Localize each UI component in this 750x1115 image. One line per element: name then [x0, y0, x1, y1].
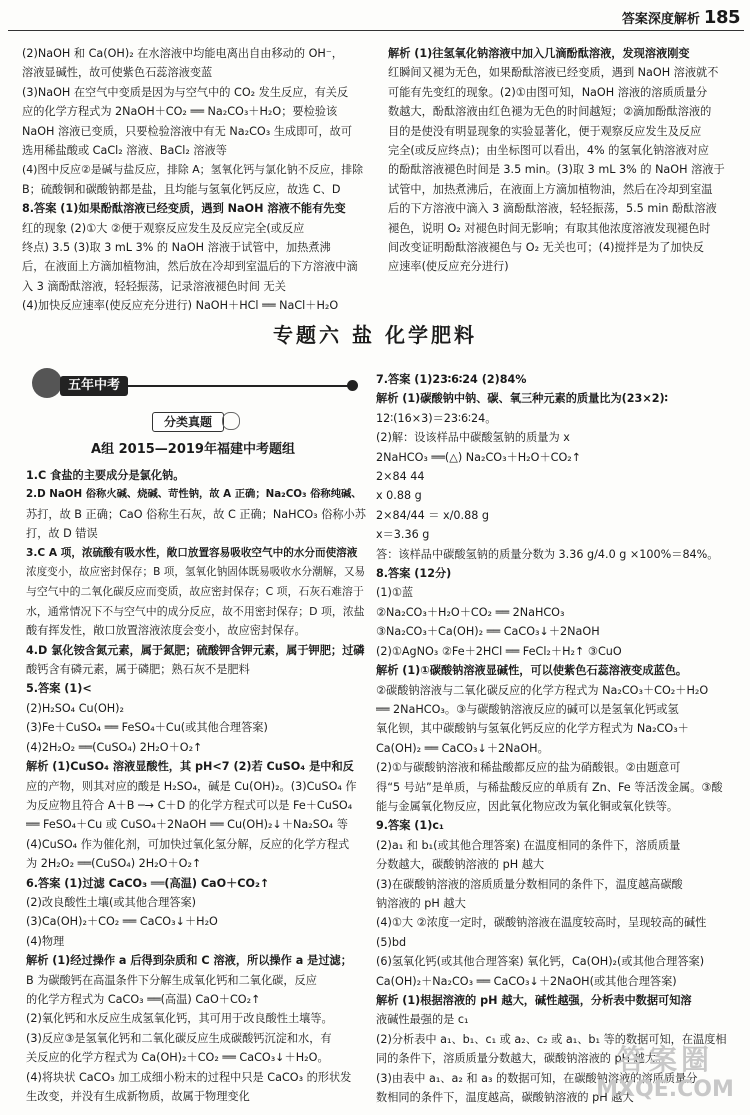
right-col-line: 解析 (1)①碳酸钠溶液显碱性，可以使紫色石蕊溶液变成蓝色。	[376, 664, 688, 678]
left-col-line: 浓度变小，故应密封保存；B 项，氢氧化钠固体既易吸收水分潮解，又易	[26, 566, 366, 579]
left-col-line: 解析 (1)经过操作 a 后得到杂质和 C 溶液，所以操作 a 是过滤；	[26, 954, 352, 968]
left-col-line: 为反应物且符合 A＋B ─→ C＋D 的化学方程式可以是 Fe＋CuSO₄	[26, 798, 353, 812]
right-col-line: 分数越大，碳酸钠溶液的 pH 越大	[376, 858, 545, 872]
right-col-line: ══ 2NaHCO₃。③与碳酸钠溶液反应的碱可以是氢氧化钙或氢	[376, 702, 679, 716]
right-col-line: 9.答案 (1)c₁	[376, 819, 444, 833]
left-col-line: 5.答案 (1)<	[26, 682, 92, 696]
page-header	[622, 8, 740, 29]
left-answer-column	[26, 466, 366, 1106]
watermark-logo: 答案圈	[616, 1043, 713, 1076]
right-col-line: 7.答案 (1)23∶6∶24 (2)84%	[376, 373, 527, 386]
right-col-line: Ca(OH)₂ ══ CaCO₃↓＋2NaOH。	[376, 741, 549, 755]
right-col-line: 钠溶液的 pH 越大	[376, 896, 466, 910]
right-col-line: 得“5 号站”是单质，与稀盐酸反应的单质有 Zn、Fe 等活泼金属。③酸	[376, 780, 723, 794]
top-right-line: 试管中，加热煮沸后，在液面上方滴加植物油，然后在冷却到室温	[388, 182, 713, 196]
top-left-line: B；硫酸铜和碳酸钠都是盐，且均能与氢氧化钙反应，故选 C、D	[22, 182, 341, 196]
right-col-line: Ca(OH)₂＋Na₂CO₃ ══ CaCO₃↓＋2NaOH(或其他合理答案)	[376, 974, 677, 988]
right-col-line: (3)由表中 a₁、a₂ 和 a₃ 的数据可知，在碳酸钠溶液的溶质质量分	[376, 1071, 698, 1085]
right-col-line: 12∶(16×3)＝23∶6∶24。	[376, 411, 497, 425]
top-left-line: (2)NaOH 和 Ca(OH)₂ 在水溶液中均能电离出自由移动的 OH⁻，	[22, 47, 343, 60]
right-col-line: (1)①蓝	[376, 586, 414, 600]
top-right-line: 间改变证明酚酞溶液褪色与 O₂ 无关也可；(4)搅拌是为了加快反	[388, 241, 704, 255]
top-left-line: 溶液显碱性，故可使紫色石蕊溶液变蓝	[22, 66, 213, 80]
left-col-line: 酸钙含有磷元素，属于磷肥；熟石灰不是肥料	[26, 663, 250, 677]
watermark	[590, 1045, 740, 1107]
top-right-line: 褪色，说明 O₂ 对褪色时间无影响；有取其他浓度溶液发现褪色时	[388, 221, 711, 235]
top-left-line: NaOH 溶液已变质，只要检验溶液中有无 Na₂CO₃ 生成即可，故可	[22, 124, 353, 138]
left-col-line: 4.D 氯化铵含氮元素，属于氮肥；硫酸钾含钾元素，属于钾肥；过磷	[26, 643, 365, 657]
left-col-line: (4)CuSO₄ 作为催化剂，可加快过氧化氢分解，反应的化学方程式	[26, 837, 350, 851]
right-col-line: (3)在碳酸钠溶液的溶质质量分数相同的条件下，温度越高碳酸	[376, 877, 683, 891]
right-col-line: ②碳酸钠溶液与二氧化碳反应的化学方程式为 Na₂CO₃＋CO₂＋H₂O	[376, 683, 709, 697]
banner-dot-icon	[347, 380, 358, 391]
left-col-line: (2)改良酸性土壤(或其他合理答案)	[26, 895, 197, 909]
right-col-line: 2×84/44 ＝ x/0.88 g	[376, 508, 489, 522]
top-left-line: (4)加快反应速率(使反应充分进行) NaOH＋HCl ══ NaCl＋H₂O	[22, 299, 339, 313]
right-answer-column	[376, 370, 738, 1106]
mascot-small-icon	[222, 412, 240, 430]
right-col-line: 液碱性最强的是 c₁	[376, 1013, 469, 1027]
left-col-line: 2.D NaOH 俗称火碱、烧碱、苛性钠，故 A 正确；Na₂CO₃ 俗称纯碱、	[26, 488, 362, 501]
right-col-line: ②Na₂CO₃＋H₂O＋CO₂ ══ 2NaHCO₃	[376, 605, 565, 619]
right-col-line: 2×84 44	[376, 470, 425, 484]
left-col-line: (3)反应③是氢氧化钙和二氧化碳反应生成碳酸钙沉淀和水，有	[26, 1031, 332, 1045]
left-col-line: 为 2H₂O₂ ══(CuSO₄) 2H₂O＋O₂↑	[26, 857, 202, 871]
right-col-line: 8.答案 (12分)	[376, 567, 452, 581]
top-right-line: 后的下方溶液中滴入 3 滴酚酞溶液，轻轻振荡，5.5 min 酚酞溶液	[388, 202, 717, 216]
top-right-line: 目的是使没有明显现象的实验显著化，便于观察反应发生及反应	[388, 124, 702, 138]
banner-rule	[126, 385, 348, 387]
right-col-line: 同的条件下，溶质质量分数越大，碳酸钠溶液的 pH 越大。	[376, 1052, 668, 1066]
top-right-line: 完全(或反应终点)；由坐标图可以看出，4% 的氢氧化钠溶液对应	[388, 144, 709, 158]
right-col-line: 氧化钡，其中碳酸钠与氢氧化钙反应的化学方程式为 Na₂CO₃＋	[376, 722, 689, 736]
mascot-icon	[32, 368, 62, 398]
right-col-line: 答：该样品中碳酸氢钠的质量分数为 3.36 g/4.0 g ×100%＝84%。	[376, 547, 719, 561]
left-col-line: 应的产物，则其对应的酸是 H₂SO₄，碱是 Cu(OH)₂。(3)CuSO₄ 作	[26, 779, 357, 793]
right-col-line: ③Na₂CO₃＋Ca(OH)₂ ══ CaCO₃↓＋2NaOH	[376, 625, 600, 639]
left-col-line: (3)Fe＋CuSO₄ ══ FeSO₄＋Cu(或其他合理答案)	[26, 721, 268, 735]
right-col-line: 解析 (1)碳酸钠中钠、碳、氧三种元素的质量比为(23×2)∶	[376, 392, 668, 406]
left-col-line: 解析 (1)CuSO₄ 溶液显酸性，其 pH<7 (2)若 CuSO₄ 是中和反	[26, 760, 354, 774]
top-left-line: (3)NaOH 在空气中变质是因为与空气中的 CO₂ 发生反应，有关反	[22, 85, 349, 99]
top-right-column	[388, 44, 738, 324]
top-left-line: 入 3 滴酚酞溶液，轻轻振荡，记录溶液褪色时间 无关	[22, 279, 286, 293]
header-label: 答案深度解析	[621, 12, 700, 27]
top-right-line: 应速率(使反应充分进行)	[388, 260, 509, 274]
left-col-line: 水，通常情况下不与空气中的成分反应，故不用密封保存；D 项，浓盐	[26, 604, 365, 618]
left-col-line: B 为碳酸钙在高温条件下分解生成氧化钙和二氧化碳，反应	[26, 973, 317, 987]
group-title: A组 2015—2019年福建中考题组	[91, 442, 295, 457]
left-col-line: 打，故 D 错误	[26, 527, 98, 541]
right-col-line: (2)解：设该样品中碳酸氢钠的质量为 x	[376, 431, 570, 445]
right-col-line: (2)a₁ 和 b₁(或其他合理答案) 在温度相同的条件下，溶质质量	[376, 838, 681, 852]
right-col-line: (5)bd	[376, 935, 407, 949]
left-col-line: 苏打，故 B 正确；CaO 俗称生石灰，故 C 正确；NaHCO₃ 俗称小苏	[26, 507, 366, 521]
left-col-line: 的化学方程式为 CaCO₃ ══(高温) CaO＋CO₂↑	[26, 992, 261, 1006]
top-left-line: 红的现象 (2)①大 ②便于观察反应发生及反应完全(或反应	[22, 221, 305, 235]
top-left-line: 应的化学方程式为 2NaOH＋CO₂ ══ Na₂CO₃＋H₂O；要检验该	[22, 105, 338, 119]
left-col-line: (2)H₂SO₄ Cu(OH)₂	[26, 701, 125, 715]
right-col-line: x＝3.36 g	[376, 528, 430, 542]
left-col-line: (4)2H₂O₂ ══(CuSO₄) 2H₂O＋O₂↑	[26, 740, 203, 754]
top-right-line: 可能有先变红的现象。(2)①由图可知，NaOH 溶液的溶质质量分	[388, 85, 708, 99]
right-col-line: 数相同的条件下，温度越高，碳酸钠溶液的 pH 越大	[376, 1091, 634, 1105]
left-col-line: (2)氧化钙和水反应生成氢氧化钙，其可用于改良酸性土壤等。	[26, 1012, 333, 1026]
right-col-line: 2NaHCO₃ ══(△) Na₂CO₃＋H₂O＋CO₂↑	[376, 450, 582, 464]
category-tag: 分类真题	[152, 412, 224, 432]
left-col-line: 6.答案 (1)过滤 CaCO₃ ══(高温) CaO＋CO₂↑	[26, 876, 270, 890]
right-col-line: (4)①大 ②浓度一定时，碳酸钠溶液在温度较高时，呈现较高的碱性	[376, 916, 707, 930]
right-col-line: x 0.88 g	[376, 489, 422, 503]
right-col-line: (2)①与碳酸钠溶液和稀盐酸都反应的盐为硝酸银。②由题意可	[376, 761, 681, 775]
banner-label: 五年中考	[60, 376, 128, 396]
top-left-line: 8.答案 (1)如果酚酞溶液已经变质，遇到 NaOH 溶液不能有先变	[22, 202, 346, 216]
top-left-line: 后，在液面上方滴加植物油，然后放在冷却到室温后的下方溶液中滴	[22, 260, 358, 274]
left-col-line: 1.C 食盐的主要成分是氯化钠。	[26, 469, 185, 482]
left-col-line: (3)Ca(OH)₂＋CO₂ ══ CaCO₃↓＋H₂O	[26, 915, 218, 929]
watermark-url: MXQE.COM	[596, 1077, 734, 1102]
left-col-line: 关反应的化学方程式为 Ca(OH)₂＋CO₂ ══ CaCO₃↓＋H₂O。	[26, 1051, 329, 1065]
header-rule	[8, 30, 744, 31]
top-left-line: 选用稀盐酸或 CaCl₂ 溶液、BaCl₂ 溶液等	[22, 144, 227, 158]
left-col-line: (4)将块状 CaCO₃ 加工成细小粉末的过程中只是 CaCO₃ 的形状发	[26, 1070, 352, 1084]
right-col-line: (6)氢氧化钙(或其他合理答案) 氧化钙，Ca(OH)₂(或其他合理答案)	[376, 955, 705, 969]
right-col-line: (2)分析表中 a₁、b₁、c₁ 或 a₂、c₂ 或 a₁、b₁ 等的数据可知，在温度相	[376, 1032, 727, 1046]
left-col-line: ══ FeSO₄＋Cu 或 CuSO₄＋2NaOH ══ Cu(OH)₂↓＋Na₂SO₄ 等	[26, 818, 348, 832]
left-col-line: 3.C A 项，浓硫酸有吸水性，敞口放置容易吸收空气中的水分而使溶液	[26, 546, 358, 559]
top-left-line: (4)图中反应②是碱与盐反应，排除 A；氢氧化钙与氯化钠不反应，排除	[22, 163, 364, 177]
left-col-line: (4)物理	[26, 934, 65, 948]
top-left-line: 终点) 3.5 (3)取 3 mL 3% 的 NaOH 溶液于试管中，加热煮沸	[22, 241, 331, 255]
top-right-line: 数越大，酚酞溶液由红色褪为无色的时间越短；②滴加酚酞溶液的	[388, 105, 712, 119]
right-col-line: 解析 (1)根据溶液的 pH 越大，碱性越强，分析表中数据可知溶	[376, 994, 692, 1007]
top-left-column	[22, 44, 370, 324]
left-col-line: 酸有挥发性，敞口放置溶液浓度会变小，故应密封保存。	[26, 624, 306, 638]
right-col-line: 能与金属氧化物反应，因此氧化物应改为氧化铜或氧化铁等。	[376, 799, 679, 813]
page-number: 185	[703, 7, 740, 28]
top-right-line: 红瞬间又褪为无色，如果酚酞溶液已经变质，遇到 NaOH 溶液就不	[388, 66, 719, 80]
top-right-line: 的酚酞溶液褪色时间是 3.5 min。(3)取 3 mL 3% 的 NaOH 溶液于	[388, 163, 725, 177]
right-col-line: (2)①AgNO₃ ②Fe＋2HCl ══ FeCl₂＋H₂↑ ③CuO	[376, 644, 622, 658]
five-year-banner	[26, 376, 358, 396]
top-right-line: 解析 (1)往氢氧化钠溶液中加入几滴酚酞溶液，发现溶液刚变	[388, 47, 690, 60]
left-col-line: 生改变，并没有生成新物质，故属于物理变化	[26, 1090, 250, 1103]
section-title: 专题六 盐 化学肥料	[273, 323, 477, 347]
left-col-line: 与空气中的二氧化碳反应而变质，故应密封保存；C 项，石灰石难溶于	[26, 585, 364, 599]
